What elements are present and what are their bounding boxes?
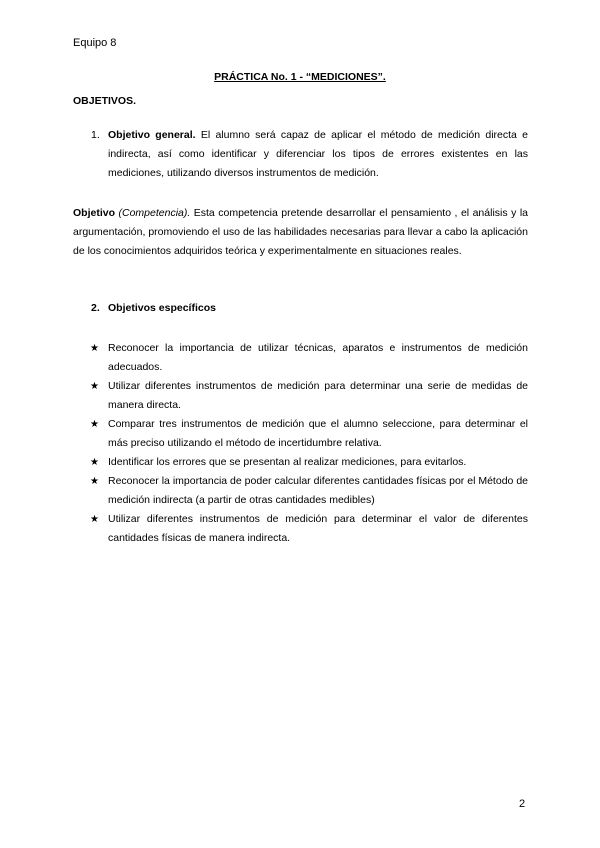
specific-objectives-heading: Objetivos específicos <box>108 302 216 314</box>
star-icon: ★ <box>90 381 99 392</box>
list-item: ★ Utilizar diferentes instrumentos de medición para determinar el valor de diferentes cantidades físicas de manera indirecta. <box>90 510 528 548</box>
competence-objective <box>73 204 528 261</box>
general-objective-number: 1. <box>91 129 100 141</box>
page-header: Equipo 8 <box>73 37 117 49</box>
specific-objectives-list <box>90 339 528 548</box>
list-item: ★ Utilizar diferentes instrumentos de medición para determinar una serie de medidas de manera directa. <box>90 377 528 415</box>
general-objective-label: Objetivo general. <box>108 129 196 141</box>
general-objective-text: El alumno será capaz de aplicar el método de medición directa e indirecta, así como identificar y diferenciar los tipos de errores existentes en las mediciones, utilizando diversos instrumentos de medición. <box>108 129 528 179</box>
list-item: ★ Identificar los errores que se presentan al realizar mediciones, para evitarlos. <box>90 453 528 472</box>
star-icon: ★ <box>90 343 99 354</box>
page-title: PRÁCTICA No. 1 - “MEDICIONES”. <box>214 71 386 83</box>
competence-qualifier: (Competencia). <box>115 207 191 219</box>
competence-text: Esta competencia pretende desarrollar el pensamiento , el análisis y la argumentación, promoviendo el uso de las habilidades necesarias para llevar a cabo la aplicación de los conocimientos adquiridos teórica y experimentalmente en situaciones reales. <box>73 207 528 257</box>
list-item: ★ Reconocer la importancia de utilizar técnicas, aparatos e instrumentos de medición adecuados. <box>90 339 528 377</box>
objectives-heading: OBJETIVOS. <box>73 95 137 107</box>
star-icon: ★ <box>90 419 99 430</box>
page-number: 2 <box>519 798 526 810</box>
star-icon: ★ <box>90 476 99 487</box>
list-item: ★ Comparar tres instrumentos de medición que el alumno seleccione, para determinar el más preciso utilizando el método de incertidumbre relativa. <box>90 415 528 453</box>
star-icon: ★ <box>90 457 99 468</box>
general-objective <box>108 126 528 183</box>
competence-label: Objetivo <box>73 207 116 219</box>
star-icon: ★ <box>90 514 99 525</box>
specific-objectives-number: 2. <box>91 302 100 314</box>
list-item: ★ Reconocer la importancia de poder calcular diferentes cantidades físicas por el Método de medición indirecta (a partir de otras cantidades medibles) <box>90 472 528 510</box>
